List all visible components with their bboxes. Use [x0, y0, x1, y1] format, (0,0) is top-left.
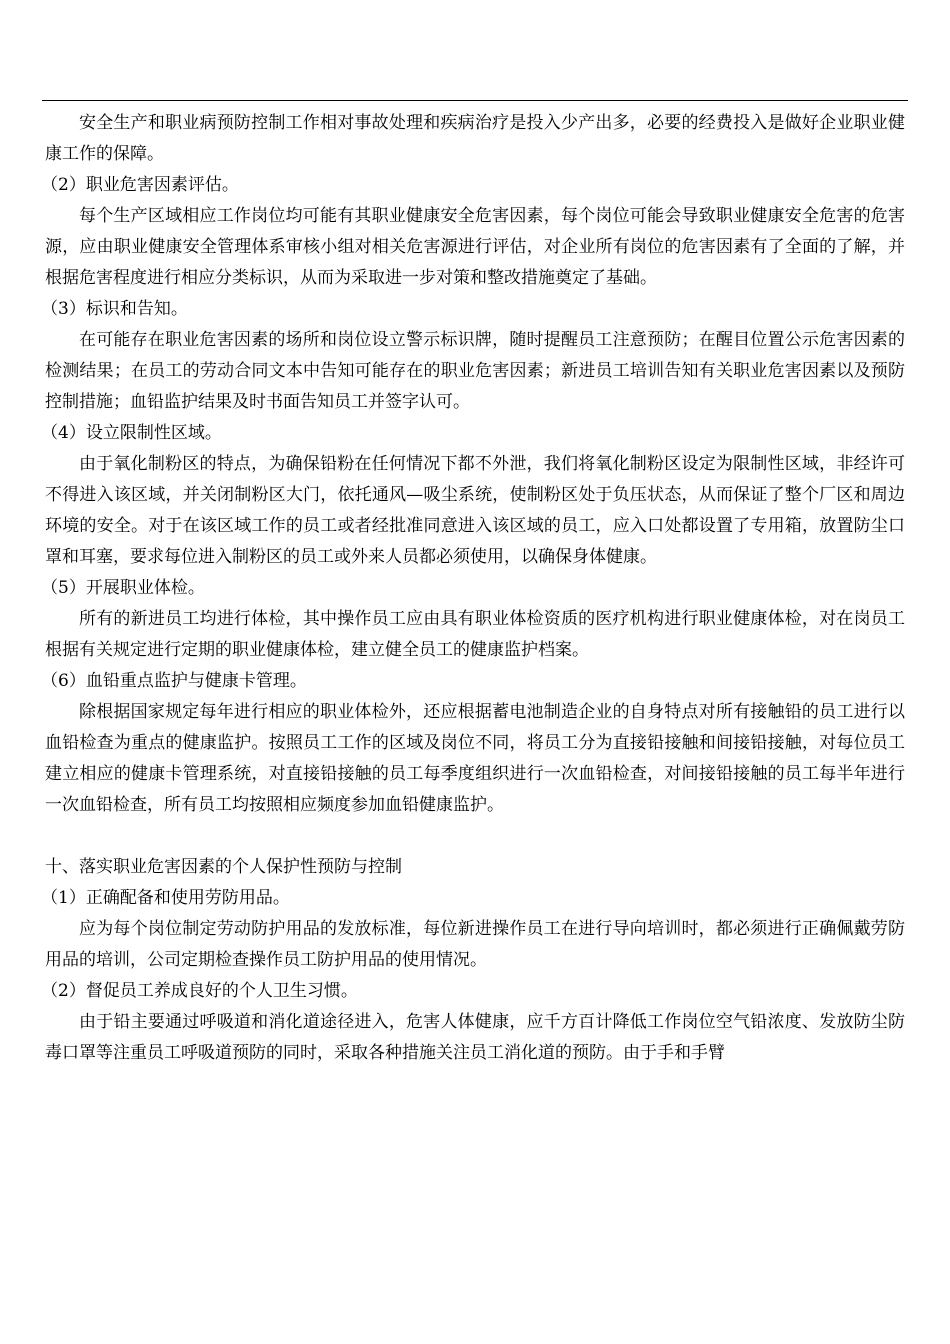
subheading-blood-lead: （6）血铅重点监护与健康卡管理。 — [41, 671, 307, 691]
header-rule — [42, 100, 908, 101]
paragraph-hazard-assessment: 每个生产区域相应工作岗位均可能有其职业健康安全危害因素，每个岗位可能会导致职业健康安全危害的危害源，应由职业健康安全管理体系审核小组对相关危害源进行评估，对企业所有岗位的危害因素有了全面的了解，并根据危害程度进行相应分类标识，从而为采取进一步对策和整改措施奠定了基础。 — [45, 206, 905, 288]
subheading-hygiene: （2）督促员工养成良好的个人卫生习惯。 — [41, 981, 358, 1001]
document-body — [41, 108, 905, 1069]
paragraph-signage: 在可能存在职业危害因素的场所和岗位设立警示标识牌，随时提醒员工注意预防；在醒目位置公示危害因素的检测结果；在员工的劳动合同文本中告知可能存在的职业危害因素；新进员工培训告知有关职业危害因素以及预防控制措施；血铅监护结果及时书面告知员工并签字认可。 — [45, 330, 905, 412]
paragraph-medical-exam: 所有的新进员工均进行体检，其中操作员工应由具有职业体检资质的医疗机构进行职业健康体检，对在岗员工根据有关规定进行定期的职业健康体检，建立健全员工的健康监护档案。 — [45, 609, 905, 660]
paragraph-funding: 安全生产和职业病预防控制工作相对事故处理和疾病治疗是投入少产出多，必要的经费投入是做好企业职业健康工作的保障。 — [45, 113, 905, 164]
paragraph-ppe: 应为每个岗位制定劳动防护用品的发放标准，每位新进操作员工在进行导向培训时，都必须进行正确佩戴劳防用品的培训，公司定期检查操作员工防护用品的使用情况。 — [45, 919, 905, 970]
subheading-signage: （3）标识和告知。 — [41, 299, 188, 319]
paragraph-blood-lead: 除根据国家规定每年进行相应的职业体检外，还应根据蓄电池制造企业的自身特点对所有接触铅的员工进行以血铅检查为重点的健康监护。按照员工工作的区域及岗位不同，将员工分为直接铅接触和间接铅接触，对每位员工建立相应的健康卡管理系统，对直接铅接触的员工每季度组织进行一次血铅检查，对间接铅接触的员工每半年进行一次血铅检查，所有员工均按照相应频度参加血铅健康监护。 — [45, 702, 905, 815]
section-gap — [45, 821, 905, 852]
paragraph-hygiene: 由于铅主要通过呼吸道和消化道途径进入，危害人体健康，应千方百计降低工作岗位空气铅浓度、发放防尘防毒口罩等注重员工呼吸道预防的同时，采取各种措施关注员工消化道的预防。由于手和手臂 — [45, 1012, 905, 1063]
subheading-hazard-assessment: （2）职业危害因素评估。 — [41, 175, 239, 195]
subheading-medical-exam: （5）开展职业体检。 — [41, 578, 205, 598]
subheading-restricted-area: （4）设立限制性区域。 — [41, 423, 222, 443]
paragraph-restricted-area: 由于氧化制粉区的特点，为确保铅粉在任何情况下都不外泄，我们将氧化制粉区设定为限制性区域，非经许可不得进入该区域，并关闭制粉区大门，依托通风—吸尘系统，使制粉区处于负压状态，从而保证了整个厂区和周边环境的安全。对于在该区域工作的员工或者经批准同意进入该区域的员工，应入口处都设置了专用箱，放置防尘口罩和耳塞，要求每位进入制粉区的员工或外来人员都必须使用，以确保身体健康。 — [45, 454, 905, 567]
section-heading-10: 十、落实职业危害因素的个人保护性预防与控制 — [45, 857, 402, 877]
subheading-ppe: （1）正确配备和使用劳防用品。 — [41, 888, 290, 908]
